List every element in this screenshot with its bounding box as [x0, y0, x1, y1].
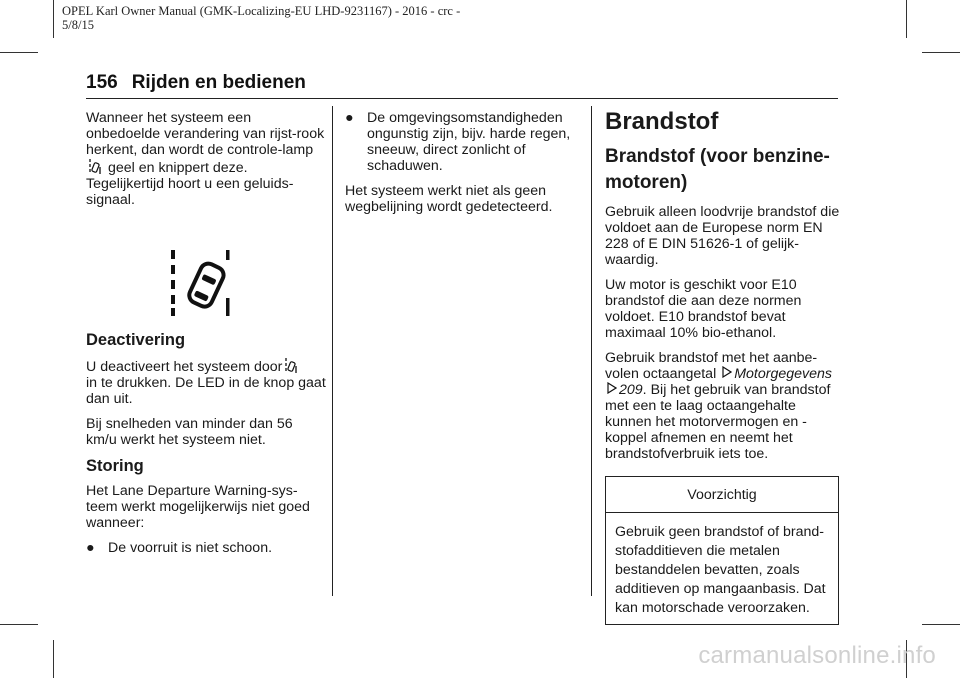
no-lane-paragraph: Het systeem werkt niet als geen wegbelijning wordt gedetecteerd. [345, 183, 553, 215]
crop-mark [922, 52, 960, 53]
page-title: Rijden en bedienen [131, 72, 306, 93]
list-item [345, 110, 583, 174]
crop-mark [53, 640, 54, 678]
crop-mark [0, 624, 38, 625]
deact-text-a: U deactiveert het systeem door [86, 359, 283, 375]
column-divider [332, 106, 333, 596]
page-heading [86, 72, 306, 94]
deactivering-paragraph [86, 357, 326, 407]
lane-departure-icon [285, 357, 297, 374]
header-line-1: OPEL Karl Owner Manual (GMK-Localizing-EU LHD-9231167) - 2016 - crc - [62, 4, 461, 18]
crop-mark [922, 624, 960, 625]
deactivering-heading: Deactivering [86, 331, 186, 349]
caution-title: Voorzichtig [606, 477, 838, 513]
bullet-marker: ● [345, 110, 354, 126]
crop-mark [0, 52, 38, 53]
fuel-paragraph-1: Gebruik alleen loodvrije brandstof die voldoet aan de Europese norm EN 228 of E DIN 51626-1 of gelijk-waardig. [605, 204, 840, 268]
reference-link[interactable]: Motorgegevens [734, 366, 832, 382]
watermark: carmanualsonline.info [698, 642, 936, 669]
crop-mark [906, 0, 907, 38]
caution-text: Gebruik geen brandstof of brand-stofadditieven die metalen bestanddelen bevatten, zoals additieven op mangaanbasis. Dat kan motorschade veroorzaken. [615, 524, 826, 616]
column-1 [86, 110, 326, 565]
column-3 [605, 108, 843, 625]
fuel-text-b: Bij het gebruik van brandstof met een te laag octaangehalte kunnen het motorvermogen en -koppel afnemen en neemt het brandstofverbruik iets toe. [605, 382, 831, 462]
deact-text-b: in te drukken. De LED in de knop gaat dan uit. [86, 375, 326, 407]
header-line-2: 5/8/15 [62, 18, 94, 32]
intro-text-b: geel en knippert deze. Tegelijkertijd hoort u een geluids-signaal. [86, 160, 294, 208]
lane-departure-icon [89, 158, 101, 175]
intro-text-a: Wanneer het systeem een onbedoelde verandering van rijst-rook herkent, dan wordt de controle-lamp [86, 110, 325, 158]
crop-mark [53, 0, 54, 38]
storing-heading: Storing [86, 457, 144, 475]
bullet-text: De voorruit is niet schoon. [108, 540, 273, 556]
document-header [62, 4, 522, 32]
lane-departure-icon [166, 248, 238, 318]
subsection-title: Brandstof (voor benzine-motoren) [605, 146, 830, 193]
fuel-paragraph-3 [605, 350, 843, 462]
heading-rule [86, 98, 838, 99]
reference-triangle-icon [722, 366, 732, 378]
fuel-text-a: Gebruik brandstof met het aanbe-volen octaangetal [605, 350, 818, 382]
storing-paragraph: Het Lane Departure Warning-sys-teem werkt mogelijkerwijs niet goed wanneer: [86, 483, 310, 531]
page-number: 156 [86, 72, 118, 93]
fuel-paragraph-2: Uw motor is geschikt voor E10 brandstof die aan deze normen voldoet. E10 brandstof bevat maximaal 10% bio-ethanol. [605, 277, 802, 341]
bullet-text: De omgevingsomstandigheden ongunstig zijn, bijv. harde regen, sneeuw, direct zonlicht of schaduwen. [367, 110, 571, 174]
ref-suffix: . [642, 382, 647, 398]
caution-box [605, 476, 839, 625]
speed-paragraph: Bij snelheden van minder dan 56 km/u werkt het systeem niet. [86, 416, 293, 448]
section-title: Brandstof [605, 108, 719, 135]
reference-page[interactable]: 209 [619, 382, 643, 398]
bullet-marker: ● [86, 540, 95, 556]
column-2 [345, 110, 583, 224]
intro-paragraph [86, 110, 326, 208]
reference-triangle-icon [607, 382, 617, 394]
column-divider [591, 106, 592, 596]
list-item [86, 540, 326, 556]
